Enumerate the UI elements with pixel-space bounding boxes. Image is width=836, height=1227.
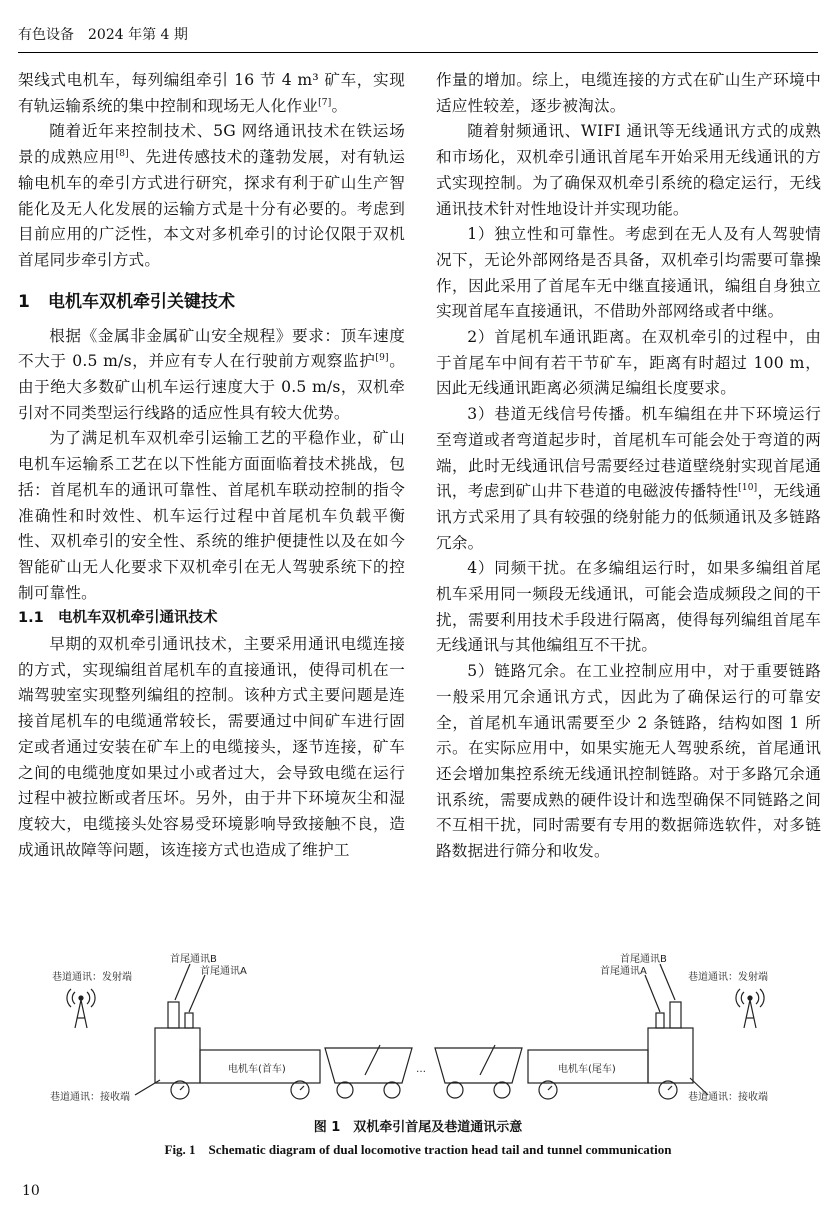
section-heading bbox=[18, 280, 405, 324]
paragraph-continued: 作量的增加。综上，电缆连接的方式在矿山生产环境中适应性较差，逐步被淘汰。 bbox=[436, 71, 821, 115]
section-number: 1 bbox=[18, 291, 30, 312]
list-item: 5）链路冗余。在工业控制应用中，对于重要链路一般采用冗余通讯方式，因此为了确保运行的可靠安全，首尾机车通讯需要至少 2 条链路，结构如图 1 所示。在实际应用中，如果实施无人驾驶系统，首尾通讯还会增加集控系统无线通讯控制链路。对于多路冗余通讯系统，需要成熟的硬件设计和选型确保不同链路之间不互相干扰，同时需要有专用的数据筛选软件，对多链路数据进行筛分和收发。 bbox=[436, 662, 821, 861]
list-item: 1）独立性和可靠性。考虑到在无人及有人驾驶情况下，无论外部网络是否具备，双机牵引均需要可靠操作，因此采用了首尾车无中继直接通讯，编组自身独立实现首尾车直接通讯，不借助外部网络或者中继。 bbox=[436, 225, 821, 321]
left-column bbox=[18, 68, 405, 863]
subsection-heading bbox=[18, 606, 405, 632]
paragraph-continued: 架线式电机车，每列编组牵引 16 节 4 m³ 矿车，实现有轨运输系统的集中控制和现场无人化作业[7]。 bbox=[18, 71, 405, 115]
paragraph: 为了满足机车双机牵引运输工艺的平稳作业，矿山电机车运输系工艺在以下性能方面面临着技术挑战，包括：首尾机车的通讯可靠性、首尾机车联动控制的指令准确性和时效性、机车运行过程中首尾机车负载平衡性、双机牵引的安全性、系统的维护便捷性以及在如今智能矿山无人化要求下双机牵引在无人驾驶系统下的控制可靠性。 bbox=[18, 429, 405, 602]
label-loco-head: 电机车(首车) bbox=[228, 1064, 286, 1075]
minecart-left-shape bbox=[325, 1045, 412, 1098]
locomotive-head-shape bbox=[155, 1002, 320, 1099]
paragraph: 随着近年来控制技术、5G 网络通讯技术在铁运场景的成熟应用[8]、先进传感技术的蓬勃发展，对有轨运输电机车的牵引方式进行研究，探求有利于矿山生产智能化及无人化发展的运输方式是十分有必要的。考虑到目前应用的广泛性，本文对多机牵引的讨论仅限于双机首尾同步牵引方式。 bbox=[18, 122, 406, 269]
list-item: 3）巷道无线信号传播。机车编组在井下环境运行至弯道或者弯道起步时，首尾机车可能会处于弯道的两端，此时无线通讯信号需要经过巷道壁绕射实现首尾通讯，考虑到矿山井下巷道的电磁波传播特性[10]，无线通讯方式采用了具有较强的绕射能力的低频通讯及多链路冗余。 bbox=[436, 405, 821, 552]
label-tunnel-recv-left: 巷道通讯：接收端 bbox=[50, 1092, 130, 1103]
figure-diagram bbox=[40, 950, 800, 1115]
label-head-comm-a-left: 首尾通讯A bbox=[200, 966, 247, 977]
paragraph: 随着射频通讯、WIFI 通讯等无线通讯方式的成熟和市场化，双机牵引通讯首尾车开始采用无线通讯的方式实现控制。为了确保双机牵引系统的稳定运行，无线通讯技术针对性地设计并实现功能。 bbox=[436, 122, 821, 218]
antenna-icon bbox=[736, 989, 764, 1028]
running-header: 有色设备 2024 年第 4 期 bbox=[18, 27, 188, 43]
right-column bbox=[436, 68, 821, 865]
paragraph: 早期的双机牵引通讯技术，主要采用通讯电缆连接的方式，实现编组首尾机车的直接通讯，使得司机在一端驾驶室实现整列编组的控制。该种方式主要问题是连接首尾机车的电缆通常较长，需要通过中间矿车进行固定或者通过安装在矿车上的电缆接头，逐节连接，矿车之间的电缆弛度如果过小或者过大，会导致电缆在运行过程中被拉断或者压坏。另外，由于井下环境灰尘和湿度较大，电缆接头处容易受环境影响导致接触不良，造成通讯故障等问题，该连接方式也造成了维护工 bbox=[18, 635, 405, 859]
label-tunnel-send-left: 巷道通讯：发射端 bbox=[52, 972, 132, 983]
page-number: 10 bbox=[22, 1183, 40, 1199]
label-loco-tail: 电机车(尾车) bbox=[558, 1064, 616, 1075]
figure-caption-zh: 图 1 双机牵引首尾及巷道通讯示意 bbox=[313, 1120, 523, 1135]
train-communication-diagram bbox=[40, 950, 800, 1115]
citation-ref[interactable]: [8] bbox=[115, 148, 129, 159]
minecart-right-shape bbox=[435, 1045, 522, 1098]
list-item: 2）首尾机车通讯距离。在双机牵引的过程中，由于首尾车中间有若干节矿车，距离有时超过 100 m，因此无线通讯距离必须满足编组长度要求。 bbox=[436, 328, 821, 398]
citation-ref[interactable]: [7] bbox=[318, 97, 332, 108]
label-tunnel-send-right: 巷道通讯：发射端 bbox=[688, 972, 768, 983]
label-head-comm-b-left: 首尾通讯B bbox=[170, 954, 217, 965]
citation-ref[interactable]: [10] bbox=[738, 483, 758, 494]
citation-ref[interactable]: [9] bbox=[375, 353, 389, 364]
antenna-icon bbox=[67, 989, 95, 1028]
label-ellipsis: … bbox=[416, 1064, 426, 1075]
paragraph: 根据《金属非金属矿山安全规程》要求：顶车速度不大于 0.5 m/s，并应有专人在行驶前方观察监护[9]。由于绝大多数矿山机车运行速度大于 0.5 m/s，双机牵引对不同类型运行线路的适应性具有较大优势。 bbox=[18, 326, 405, 422]
list-item: 4）同频干扰。在多编组运行时，如果多编组首尾机车采用同一频段无线通讯，可能会造成频段之间的干扰，需要利用技术手段进行隔离，使得每列编组首尾车无线通讯与其他编组互不干扰。 bbox=[436, 559, 821, 655]
locomotive-tail-shape bbox=[528, 1002, 693, 1099]
header-rule bbox=[18, 52, 818, 53]
label-head-comm-a-right: 首尾通讯A bbox=[600, 966, 647, 977]
section-title: 电机车双机牵引关键技术 bbox=[48, 291, 235, 312]
label-tunnel-recv-right: 巷道通讯：接收端 bbox=[688, 1092, 768, 1103]
subsection-title: 电机车双机牵引通讯技术 bbox=[58, 610, 218, 627]
label-head-comm-b-right: 首尾通讯B bbox=[620, 954, 667, 965]
figure-caption-en: Fig. 1 Schematic diagram of dual locomotive traction head tail and tunnel communication bbox=[164, 1142, 672, 1157]
subsection-number: 1.1 bbox=[18, 610, 44, 627]
